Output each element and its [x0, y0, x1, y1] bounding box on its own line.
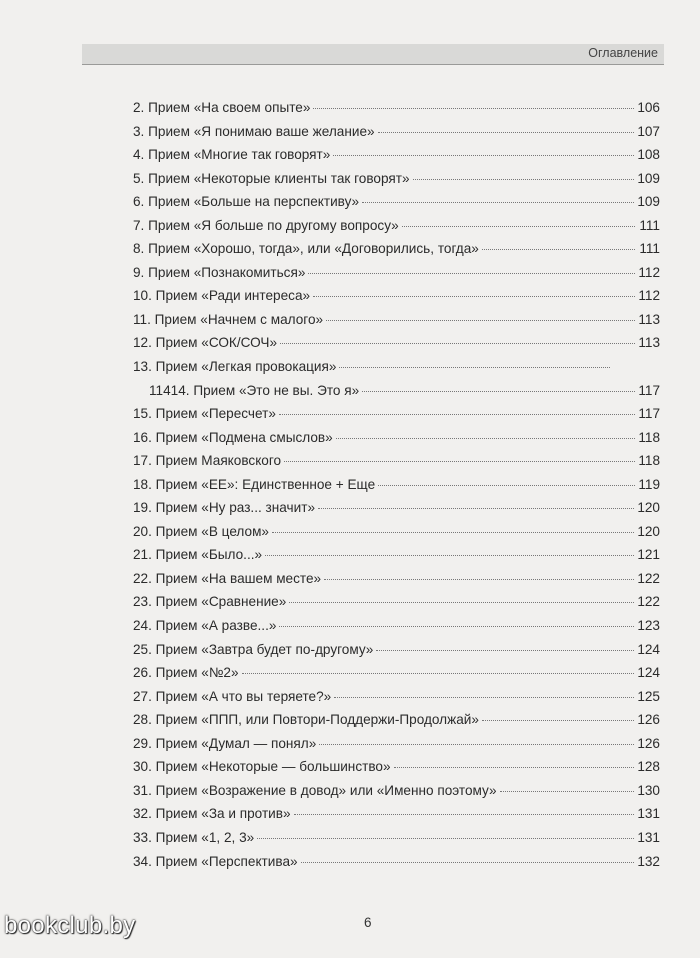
table-of-contents [133, 96, 660, 873]
toc-entry [133, 214, 660, 238]
toc-entry-page: 119 [638, 476, 660, 492]
toc-entry-page: 113 [638, 335, 660, 351]
watermark-logo: bookclub.by [4, 912, 136, 939]
toc-entry-title: 26. Прием «№2» [133, 665, 239, 681]
toc-entry [133, 331, 660, 355]
toc-entry-page: 132 [637, 853, 660, 869]
toc-leader-dots [378, 132, 635, 133]
toc-entry [133, 261, 660, 285]
toc-entry [133, 167, 660, 191]
toc-entry [133, 708, 660, 732]
toc-entry-page: 118 [638, 453, 660, 469]
toc-entry-title: 25. Прием «Завтра будет по-другому» [133, 641, 374, 657]
toc-entry-title: 23. Прием «Сравнение» [133, 594, 287, 610]
toc-entry-title: 33. Прием «1, 2, 3» [133, 829, 255, 845]
toc-entry [133, 779, 660, 803]
toc-entry-page: 126 [637, 712, 660, 728]
toc-entry-title: 21. Прием «Было...» [133, 547, 263, 563]
toc-entry-title: 4. Прием «Многие так говорят» [133, 147, 331, 163]
toc-leader-dots [500, 791, 635, 792]
toc-leader-dots [333, 155, 634, 156]
toc-entry-page: 131 [637, 829, 660, 845]
toc-entry [133, 732, 660, 756]
toc-entry-title: 9. Прием «Познакомиться» [133, 264, 306, 280]
toc-leader-dots [242, 673, 635, 674]
toc-entry-title: 7. Прием «Я больше по другому вопросу» [133, 217, 399, 233]
toc-entry-page: 107 [637, 123, 660, 139]
toc-entry-page: 122 [637, 570, 660, 586]
toc-leader-dots [279, 626, 634, 627]
toc-entry-title: 12. Прием «СОК/СОЧ» [133, 335, 278, 351]
toc-entry [133, 850, 660, 874]
toc-entry [133, 96, 660, 120]
toc-entry-page: 131 [637, 806, 660, 822]
toc-entry-title: 11. Прием «Начнем с малого» [133, 311, 324, 327]
toc-entry-page: 113 [638, 311, 660, 327]
toc-entry [133, 473, 660, 497]
toc-entry-title: 27. Прием «А что вы теряете?» [133, 688, 332, 704]
toc-entry [133, 520, 660, 544]
toc-entry [133, 496, 660, 520]
toc-entry [133, 685, 660, 709]
toc-entry-page: 120 [637, 523, 660, 539]
toc-entry [133, 449, 660, 473]
toc-leader-dots [294, 814, 635, 815]
toc-leader-dots [313, 296, 635, 297]
toc-leader-dots [308, 273, 635, 274]
toc-entry-title: 34. Прием «Перспектива» [133, 853, 298, 869]
toc-entry-title: 13. Прием «Легкая провокация» [133, 359, 337, 375]
toc-leader-dots [376, 650, 634, 651]
toc-entry-page: 122 [637, 594, 660, 610]
toc-entry-title: 5. Прием «Некоторые клиенты так говорят» [133, 170, 410, 186]
toc-entry-page: 111 [639, 217, 660, 233]
toc-entry-title: 24. Прием «А разве...» [133, 618, 277, 634]
toc-entry-title: 10. Прием «Ради интереса» [133, 288, 311, 304]
toc-entry-page: 109 [637, 194, 660, 210]
toc-entry-page: 117 [638, 382, 660, 398]
toc-leader-dots [326, 320, 635, 321]
toc-leader-dots [482, 249, 635, 250]
toc-leader-dots [318, 508, 634, 509]
running-header-title: Оглавление [588, 46, 658, 60]
toc-leader-dots [313, 108, 634, 109]
toc-leader-dots [279, 414, 635, 415]
toc-entry [133, 567, 660, 591]
toc-leader-dots [284, 461, 635, 462]
toc-entry [133, 379, 660, 403]
toc-entry-page: 121 [637, 547, 660, 563]
toc-entry-page: 124 [637, 641, 660, 657]
toc-leader-dots [265, 555, 634, 556]
toc-entry-page: 120 [637, 500, 660, 516]
toc-leader-dots [319, 744, 634, 745]
toc-entry-title: 19. Прием «Ну раз... значит» [133, 500, 316, 516]
toc-entry [133, 755, 660, 779]
toc-entry-page: 128 [637, 759, 660, 775]
toc-entry [133, 143, 660, 167]
toc-entry [133, 614, 660, 638]
toc-entry-page: 117 [638, 406, 660, 422]
toc-entry-title: 8. Прием «Хорошо, тогда», или «Договорились, тогда» [133, 241, 479, 257]
toc-entry-page: 124 [637, 665, 660, 681]
toc-entry-title: 29. Прием «Думал — понял» [133, 735, 317, 751]
toc-entry-title: 6. Прием «Больше на перспективу» [133, 194, 360, 210]
toc-entry-page: 112 [638, 288, 660, 304]
toc-entry-title: 30. Прием «Некоторые — большинство» [133, 759, 391, 775]
toc-entry-title: 20. Прием «В целом» [133, 523, 269, 539]
toc-entry-page: 112 [638, 264, 660, 280]
toc-leader-dots [301, 862, 635, 863]
running-header [82, 44, 664, 65]
toc-entry-page: 126 [637, 735, 660, 751]
toc-entry [133, 543, 660, 567]
toc-entry-page: 125 [637, 688, 660, 704]
toc-entry-page: 106 [637, 100, 660, 115]
toc-entry-title: 11414. Прием «Это не вы. Это я» [149, 382, 360, 398]
toc-entry-page: 108 [637, 147, 660, 163]
toc-leader-dots [339, 367, 610, 368]
toc-entry [133, 826, 660, 850]
toc-leader-dots [394, 767, 635, 768]
toc-entry-title: 28. Прием «ППП, или Повтори-Поддержи-Продолжай» [133, 712, 479, 728]
toc-entry-title: 32. Прием «За и против» [133, 806, 291, 822]
toc-entry-title: 18. Прием «ЕЕ»: Единственное + Еще [133, 476, 376, 492]
toc-entry-title: 17. Прием Маяковского [133, 453, 282, 469]
toc-entry-title: 31. Прием «Возражение в довод» или «Именно поэтому» [133, 782, 497, 798]
toc-entry [133, 308, 660, 332]
toc-leader-dots [362, 202, 634, 203]
toc-entry [133, 661, 660, 685]
toc-leader-dots [324, 579, 634, 580]
toc-entry-title: 22. Прием «На вашем месте» [133, 570, 322, 586]
toc-entry [133, 190, 660, 214]
toc-entry [133, 355, 660, 379]
toc-entry-page: 109 [637, 170, 660, 186]
toc-entry [133, 426, 660, 450]
toc-entry [133, 120, 660, 144]
toc-leader-dots [334, 697, 634, 698]
toc-entry [133, 802, 660, 826]
toc-leader-dots [482, 720, 634, 721]
toc-entry-page: 130 [637, 782, 660, 798]
toc-entry-page: 111 [639, 241, 660, 257]
toc-leader-dots [272, 532, 634, 533]
toc-entry-title: 15. Прием «Пересчет» [133, 406, 276, 422]
toc-leader-dots [362, 391, 635, 392]
toc-leader-dots [402, 226, 635, 227]
page-number: 6 [364, 915, 372, 930]
toc-leader-dots [280, 343, 635, 344]
toc-leader-dots [257, 838, 634, 839]
toc-entry-title: 2. Прием «На своем опыте» [133, 100, 311, 115]
toc-entry-page: 118 [638, 429, 660, 445]
toc-entry-title: 3. Прием «Я понимаю ваше желание» [133, 123, 375, 139]
toc-leader-dots [289, 602, 634, 603]
toc-entry [133, 590, 660, 614]
toc-leader-dots [336, 438, 635, 439]
toc-entry [133, 237, 660, 261]
toc-entry-title: 16. Прием «Подмена смыслов» [133, 429, 333, 445]
toc-entry [133, 284, 660, 308]
toc-leader-dots [413, 179, 635, 180]
toc-leader-dots [378, 485, 635, 486]
toc-entry-page: 123 [637, 618, 660, 634]
toc-entry [133, 638, 660, 662]
toc-entry [133, 402, 660, 426]
